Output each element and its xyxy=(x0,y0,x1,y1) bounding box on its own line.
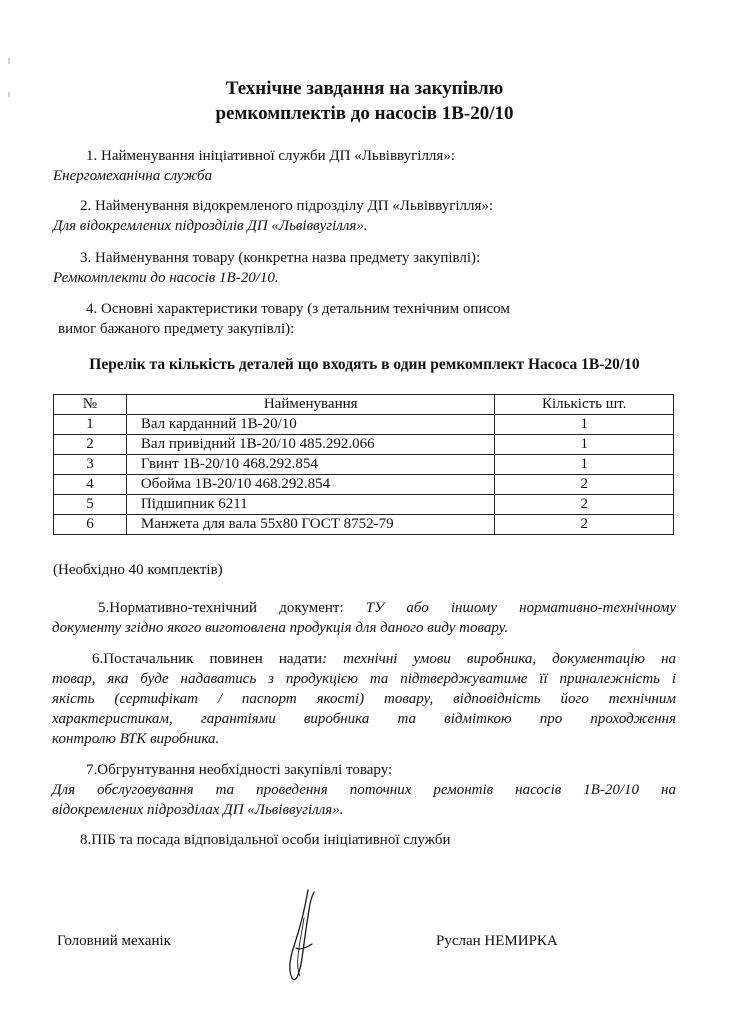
document-title-line2: ремкомплектів до насосів 1В-20/10 xyxy=(215,103,514,124)
item5-block xyxy=(52,598,676,638)
row-name: Манжета для вала 55х80 ГОСТ 8752-79 xyxy=(126,515,495,535)
row-number: 2 xyxy=(54,435,127,455)
item6-value-line3: якість (сертифікат / паспорт якості) товару, відповідність його технічним xyxy=(52,691,676,707)
table-row xyxy=(54,455,674,475)
signatory-position: Головний механік xyxy=(57,933,171,949)
row-number: 1 xyxy=(54,415,127,435)
table-header-row xyxy=(54,395,674,415)
row-quantity: 2 xyxy=(495,475,674,495)
item5-heading: 5.Нормативно-технічний документ: xyxy=(98,600,344,616)
row-quantity: 2 xyxy=(495,495,674,515)
item5-value-line2: документу згідно якого виготовлена продукція для даного виду товару. xyxy=(52,620,509,636)
row-number: 5 xyxy=(54,495,127,515)
table-row xyxy=(54,435,674,455)
item6-line1 xyxy=(52,649,676,669)
table-row xyxy=(54,515,674,535)
item2-value: Для відокремлених підрозділів ДП «Львіввугілля». xyxy=(53,218,368,234)
item3-heading: 3. Найменування товару (конкретна назва предмету закупівлі): xyxy=(80,250,481,266)
item3-value: Ремкомплекти до насосів 1В-20/10. xyxy=(53,270,279,286)
column-header-quantity: Кількість шт. xyxy=(495,395,674,415)
row-name: Обойма 1В-20/10 468.292.854 xyxy=(126,475,495,495)
required-quantity-note: (Необхідно 40 комплектів) xyxy=(53,562,223,578)
row-number: 4 xyxy=(54,475,127,495)
row-quantity: 1 xyxy=(495,455,674,475)
column-header-name: Найменування xyxy=(126,395,495,415)
row-number: 6 xyxy=(54,515,127,535)
item6-value-line4: характеристикам, гарантіями виробника та відміткою про проходження xyxy=(52,711,676,727)
item6-value-line5: контролю ВТК виробника. xyxy=(52,731,220,747)
item6-value-line2: товар, яка буде надаватись з продукцією та підтверджуватиме її приналежність і xyxy=(52,671,676,687)
row-name: Вал привідний 1В-20/10 485.292.066 xyxy=(126,435,495,455)
scan-artifact xyxy=(8,58,10,64)
item5-line1 xyxy=(52,598,676,618)
row-number: 3 xyxy=(54,455,127,475)
signatory-name: Руслан НЕМИРКА xyxy=(436,933,558,949)
row-name: Гвинт 1В-20/10 468.292.854 xyxy=(126,455,495,475)
item5-value-line1: ТУ або іншому нормативно-технічному xyxy=(365,600,676,616)
item7-heading: 7.Обгрунтування необхідності закупівлі товару: xyxy=(86,762,393,778)
item8-heading: 8.ПІБ та посада відповідальної особи ініціативної служби xyxy=(80,832,451,848)
item7-block xyxy=(52,780,676,820)
item6-heading: 6.Постачальник повинен надати xyxy=(92,651,323,667)
parts-table-title: Перелік та кількість деталей що входять в один ремкомплект Насоса 1В-20/10 xyxy=(89,356,640,373)
item7-value-line1: Для обслуговування та проведення поточних ремонтів насосів 1В-20/10 на xyxy=(52,782,676,798)
table-row xyxy=(54,495,674,515)
handwritten-signature xyxy=(278,888,328,988)
table-row xyxy=(54,415,674,435)
item4-heading-line2: вимог бажаного предмету закупівлі): xyxy=(58,321,295,337)
column-header-number: № xyxy=(54,395,127,415)
item2-heading: 2. Найменування відокремленого підрозділу ДП «Львіввугілля»: xyxy=(80,198,494,214)
table-row xyxy=(54,475,674,495)
item6-value-line1: : технічні умови виробника, документацію на xyxy=(322,651,677,667)
document-title-line1: Технічне завдання на закупівлю xyxy=(225,78,504,99)
item1-heading: 1. Найменування ініціативної служби ДП «Львіввугілля»: xyxy=(86,148,455,164)
parts-table xyxy=(53,394,674,535)
row-quantity: 1 xyxy=(495,415,674,435)
row-name: Підшипник 6211 xyxy=(126,495,495,515)
row-quantity: 1 xyxy=(495,435,674,455)
item7-value-line2: відокремлених підрозділах ДП «Львіввугілля». xyxy=(52,802,344,818)
item1-value: Енергомеханічна служба xyxy=(53,168,213,184)
item4-heading-line1: 4. Основні характеристики товару (з детальним технічним описом xyxy=(86,301,510,317)
item6-block xyxy=(52,649,676,749)
row-quantity: 2 xyxy=(495,515,674,535)
row-name: Вал карданний 1В-20/10 xyxy=(126,415,495,435)
